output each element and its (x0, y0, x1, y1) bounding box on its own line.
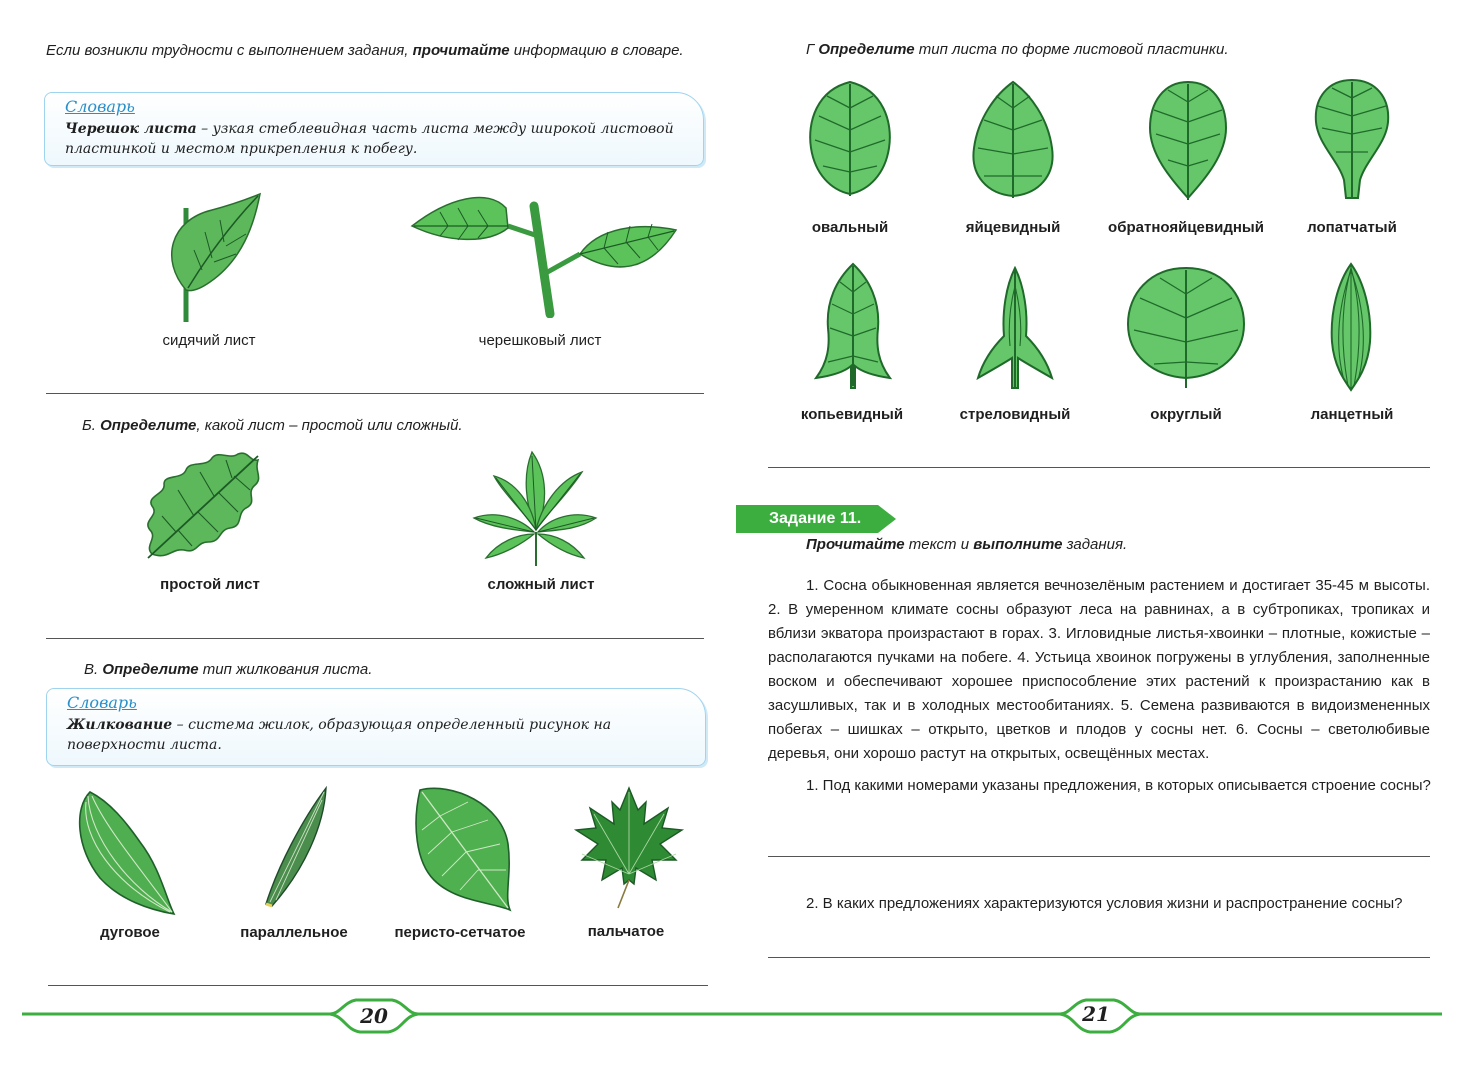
intro-text: Если возникли трудности с выполнением задания, прочитайте информацию в словаре. (46, 42, 684, 59)
dictionary-title: Словарь (67, 693, 137, 712)
caption-pinnate-venation: перисто-сетчатое (394, 924, 526, 941)
oval-leaf-shape (805, 78, 895, 200)
page-number-right: 21 (1082, 1002, 1110, 1026)
caption-petiolate-leaf: черешковый лист (478, 332, 602, 349)
pine-text-paragraph: 1. Сосна обыкновенная является вечнозелёным растением и достигает 35-45 м высоты. 2. В умеренном климате сосны образуют леса на равнинах, а в субтропиках, тропиках и вблизи экватора произрастают в горах. 3. Игловидные листья-хвоинки – плотные, кожистые – располагаются пучками на побеге. 4. Устьица хвоинок погружены в углубления, заполненные воском и обеспечивают хорошее приспособление этих растений к произрастанию как в засушливых, так и в холодных местообитаниях. 5. Семена развиваются в видоизмененных побегах – шишках – открыто, цветков и плодов у сосны нет. 6. Сосны – светолюбивые деревья, они хорошо растут на открытых, освещённых местах. (768, 577, 1430, 762)
dictionary-definition: – узкая стеблевидная часть листа между широкой листовой пластинкой и местом прикрепления к побегу. (65, 121, 674, 157)
task-v-heading: В. Определите тип жилкования листа. (84, 661, 373, 678)
caption-simple-leaf: простой лист (160, 576, 260, 593)
parallel-venation-leaf-image (258, 786, 334, 908)
divider (46, 393, 704, 394)
caption-compound-leaf: сложный лист (487, 576, 595, 593)
shape-label-lanceolate: ланцетный (1310, 406, 1394, 423)
simple-oak-leaf-image (138, 446, 268, 564)
shape-label-sagittate: стреловидный (959, 406, 1071, 423)
caption-sessile-leaf: сидячий лист (162, 332, 256, 349)
footer-green-bar (0, 996, 1468, 1040)
caption-parallel-venation: параллельное (240, 924, 348, 941)
hastate-leaf-shape (814, 262, 892, 390)
task-g-heading: Г Определите тип листа по форме листовой пластинки. (806, 41, 1229, 58)
shape-label-obovate: обратнояйцевидный (1108, 219, 1264, 236)
sessile-leaf-image (150, 190, 270, 325)
answer-line-2[interactable] (768, 957, 1430, 958)
ovate-leaf-shape (968, 78, 1058, 202)
task-11-instruction: Прочитайте текст и выполните задания. (806, 536, 1128, 553)
shape-label-round: округлый (1150, 406, 1222, 423)
dictionary-term: Черешок листа (65, 121, 197, 137)
answer-line-1[interactable] (768, 856, 1430, 857)
obovate-leaf-shape (1146, 78, 1230, 202)
lanceolate-leaf-shape (1326, 262, 1376, 392)
compound-leaf-image (470, 446, 600, 570)
task-b-heading: Б. Определите, какой лист – простой или сложный. (82, 417, 463, 434)
petiolate-leaf-image (408, 188, 680, 318)
palmate-venation-leaf-image (572, 784, 686, 910)
question-2: 2. В каких предложениях характеризуются условия жизни и распространение сосны? (806, 895, 1403, 912)
dictionary-definition: – система жилок, образующая определенный рисунок на поверхности листа. (67, 717, 612, 753)
shape-label-oval: овальный (811, 219, 889, 236)
divider (768, 467, 1430, 468)
spatulate-leaf-shape (1310, 76, 1394, 202)
dictionary-term: Жилкование (67, 717, 173, 733)
task-11-badge-label: Задание 11. (769, 510, 862, 527)
sagittate-leaf-shape (976, 266, 1054, 390)
pinnate-venation-leaf-image (412, 784, 514, 912)
page-number-left: 20 (360, 1004, 388, 1028)
shape-label-hastate: копьевидный (800, 406, 904, 423)
dictionary-box-petiole (44, 92, 704, 166)
caption-arc-venation: дуговое (100, 924, 160, 941)
arc-venation-leaf-image (70, 788, 180, 916)
dictionary-box-venation (46, 688, 706, 766)
divider (48, 985, 708, 986)
caption-palmate-venation: пальчатое (587, 923, 665, 940)
question-1: 1. Под какими номерами указаны предложения, в которых описывается строение сосны? (806, 777, 1431, 794)
dictionary-title: Словарь (65, 97, 135, 116)
shape-label-ovate: яйцевидный (965, 219, 1061, 236)
divider (46, 638, 704, 639)
shape-label-spatulate: лопатчатый (1307, 219, 1397, 236)
round-leaf-shape (1124, 264, 1248, 390)
